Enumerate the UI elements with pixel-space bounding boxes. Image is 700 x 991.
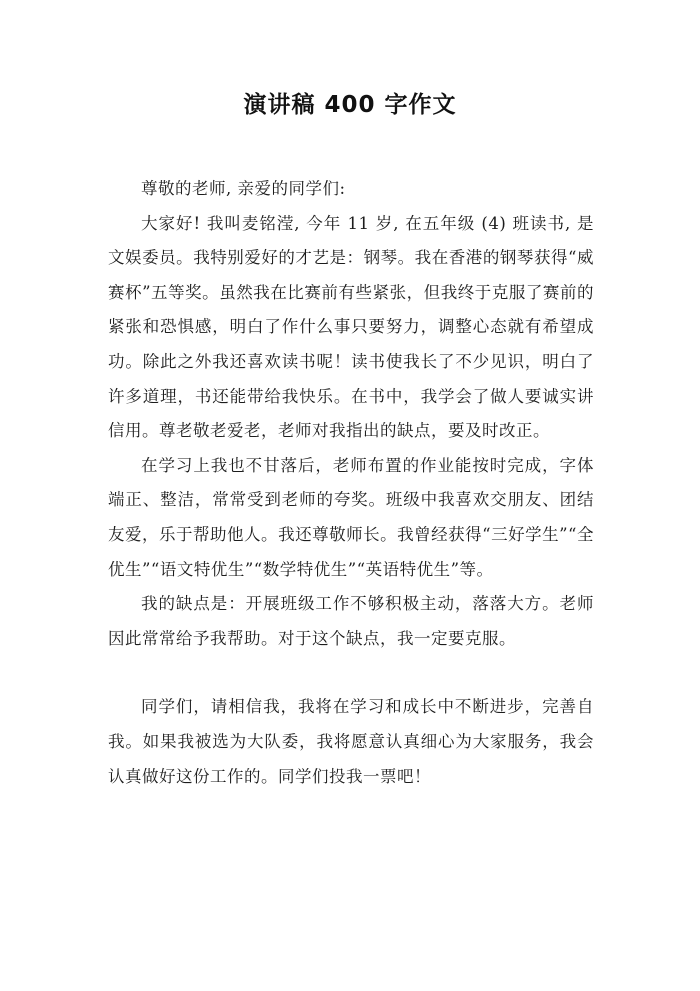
paragraph-4: 同学们，请相信我，我将在学习和成长中不断进步，完善自我。如果我被选为大队委，我将愿意认真细心为大家服务，我会认真做好这份工作的。同学们投我一票吧！: [108, 697, 594, 786]
document-title: 演讲稿 400 字作文: [243, 92, 457, 118]
document-body: [108, 172, 594, 794]
salutation: 尊敬的老师, 亲爱的同学们:: [141, 179, 346, 198]
paragraph-1: 大家好! 我叫麦铭滢, 今年 11 岁, 在五年级 (4) 班读书, 是文娱委员。我特别爱好的才艺是：钢琴。我在香港的钢琴获得“威赛杯”五等奖。虽然我在比赛前有些紧张，但我终于克服了赛前的紧张和恐惧感，明白了作什么事只要努力，调整心态就有希望成功。除此之外我还喜欢读书呢！读书使我长了不少见识，明白了许多道理，书还能带给我快乐。在书中，我学会了做人要诚实讲信用。尊老敬老爱老，老师对我指出的缺点，要及时改正。: [108, 213, 594, 441]
paragraph-2: 在学习上我也不甘落后，老师布置的作业能按时完成，字体端正、整洁，常常受到老师的夸奖。班级中我喜欢交朋友、团结友爱，乐于帮助他人。我还尊敬师长。我曾经获得“三好学生”“全优生”“语文特优生”“数学特优生”“英语特优生”等。: [108, 455, 594, 579]
paragraph-3: 我的缺点是：开展班级工作不够积极主动，落落大方。老师因此常常给予我帮助。对于这个缺点，我一定要克服。: [108, 594, 594, 648]
